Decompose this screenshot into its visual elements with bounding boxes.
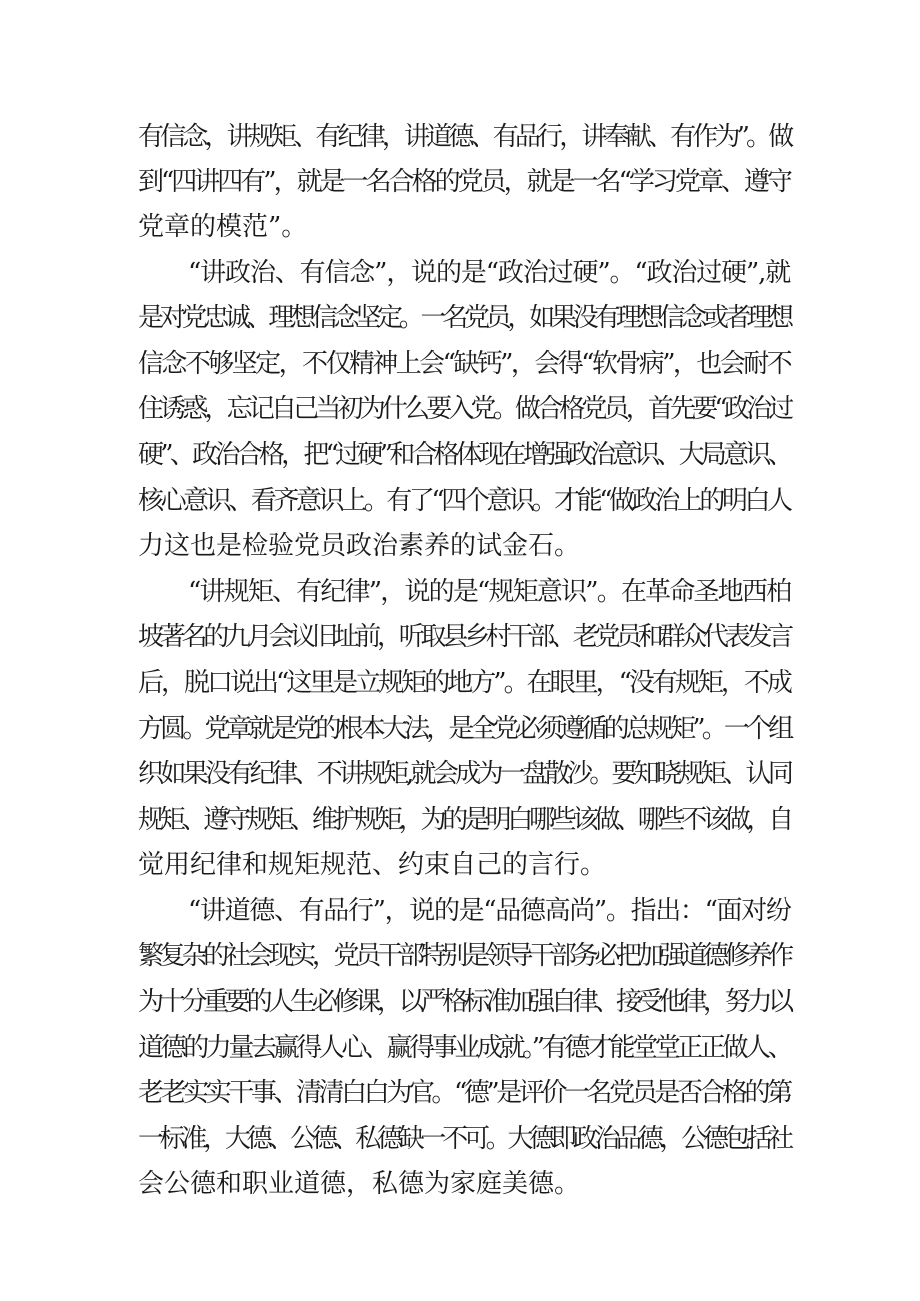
paragraph-4-line-5: 老老实实干事、清清白白为官。“德”是评价一名党员是否合格的第 [138,1078,790,1108]
paragraph-1-line-2: 到“四讲四有”，就是一名合格的党员，就是一名“学习党章、遵守 [138,167,790,197]
paragraph-2-line-2: 是对党忠诚、理想信念坚定。一名党员，如果没有理想信念或者理想 [138,303,790,333]
paragraph-1-line-3: 党章的模范”。 [138,212,308,242]
paragraph-3-line-5: 织如果没有纪律、不讲规矩,就会成为一盘散沙。要知晓规矩、认同 [138,759,791,789]
paragraph-4-line-6: 一标准，大德、公德、私德缺一不可。大德即政治品德，公德包括社 [138,1124,790,1154]
paragraph-4-line-7: 会公德和职业道德，私德为家庭美德。 [138,1169,581,1199]
paragraph-2-line-7: 力这也是检验党员政治素养的试金石。 [138,531,581,561]
paragraph-2-line-3: 信念不够坚定，不仅精神上会“缺钙”，会得“软骨病”，也会耐不 [138,349,791,379]
paragraph-3-line-3: 后，脱口说出“这里是立规矩的地方”。在眼里，“没有规矩，不成 [138,668,790,698]
paragraph-4-line-2: 繁复杂的社会现实，党员干部特别是领导干部务必把加强道德修养作 [138,941,790,971]
paragraph-3-line-2: 坡著名的九月会议旧址前，听取县乡村干部、老党员和群众代表发言 [138,622,790,652]
paragraph-2-line-1: “讲政治、有信念”，说的是“政治过硬”。“政治过硬”,就 [188,258,791,288]
paragraph-2-line-4: 住诱惑，忘记自己当初为什么要入党。做合格党员，首先要“政治过 [138,394,791,424]
paragraph-2-line-5: 硬”、政治合格，把“过硬”和合格体现在增强政治意识、大局意识、 [138,440,790,470]
paragraph-1-line-1: 有信念，讲规矩、有纪律，讲道德、有品行，讲奉献、有作为”。做 [138,122,791,152]
paragraph-4-line-3: 为十分重要的人生必修课，以严格标准加强自律、接受他律，努力以 [138,987,790,1017]
paragraph-3-line-1: “讲规矩、有纪律”，说的是“规矩意识”。在革命圣地西柏 [188,577,791,607]
paragraph-4-line-4: 道德的力量去赢得人心、赢得事业成就。”有德才能堂堂正正做人、 [138,1033,791,1063]
paragraph-2-line-6: 核心意识、看齐意识上。有了“四个意识。才能“做政治上的明白人 [138,486,790,516]
paragraph-3-line-4: 方圆。党章就是党的根本大法，是全党必须遵循的总规矩”。一个组 [138,714,791,744]
paragraph-3-line-7: 觉用纪律和规矩规范、约束自己的言行。 [138,850,607,880]
paragraph-3-line-6: 规矩、遵守规矩、维护规矩，为的是明白哪些该做、哪些不该做，自 [138,805,790,835]
paragraph-4-line-1: “讲道德、有品行”，说的是“品德高尚”。指出：“面对纷 [188,896,791,926]
